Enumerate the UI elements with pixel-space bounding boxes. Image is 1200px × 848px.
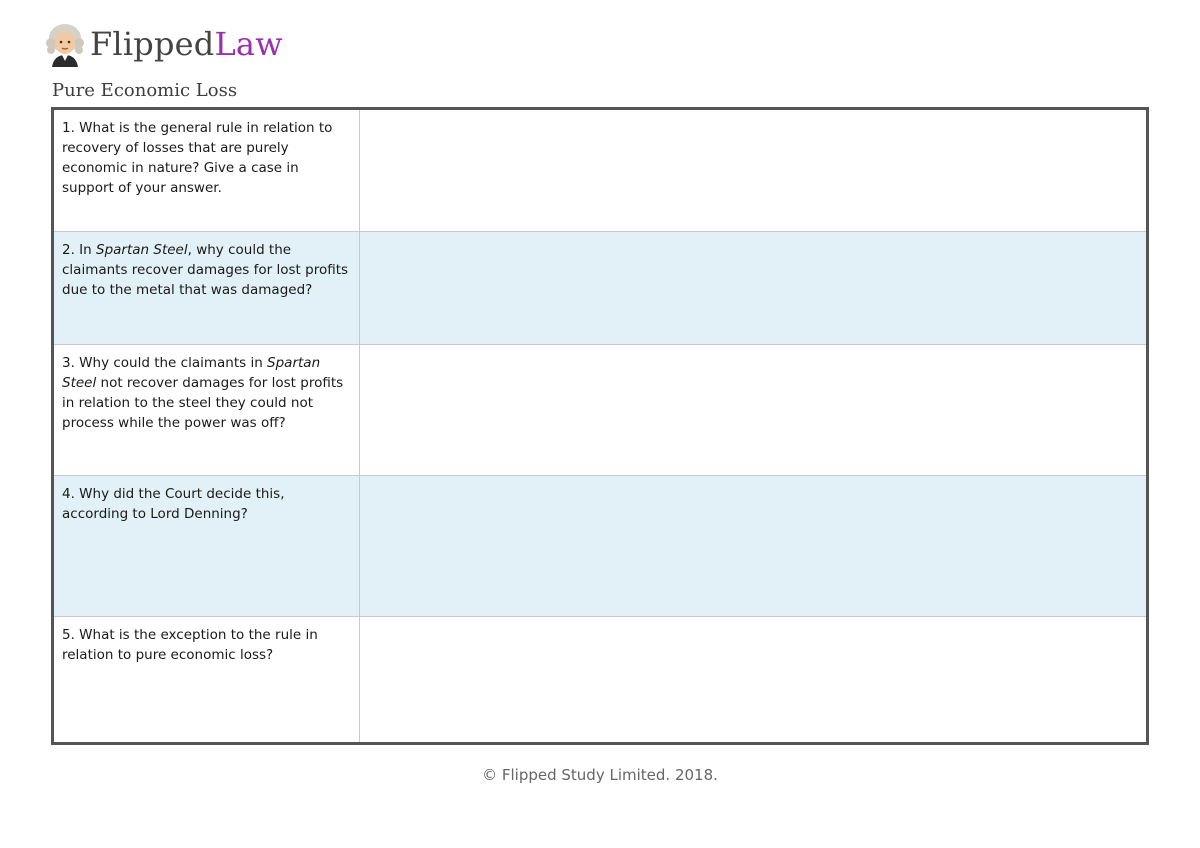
question-row-2 <box>53 232 1148 345</box>
question-3-text-end: not recover damages for lost profits in relation to the steel they could not process while the power was off? <box>62 375 344 431</box>
answer-5-field[interactable] <box>360 617 1148 744</box>
answer-1-field[interactable] <box>360 109 1148 232</box>
question-1-text: 1. What is the general rule in relation to recovery of losses that are purely economic in nature? Give a case in support of your answer. <box>62 120 333 196</box>
question-4-text: 4. Why did the Court decide this, according to Lord Denning? <box>62 486 285 522</box>
brand-logo <box>44 18 283 70</box>
question-5 <box>53 617 360 744</box>
question-2-text-end: , why could the claimants recover damages for lost profits due to the metal that was damaged? <box>62 242 349 298</box>
question-5-text: 5. What is the exception to the rule in relation to pure economic loss? <box>62 627 318 663</box>
question-3-text-start: 3. Why could the claimants in <box>62 355 268 371</box>
question-3-case-name: Spartan Steel <box>62 355 321 391</box>
question-row-4 <box>53 476 1148 617</box>
question-row-5 <box>53 617 1148 744</box>
question-row-3 <box>53 345 1148 476</box>
brand-name-flipped: Flipped <box>90 25 215 63</box>
brand-name <box>90 25 283 63</box>
question-1 <box>53 109 360 232</box>
answer-4-field[interactable] <box>360 476 1148 617</box>
answer-3-field[interactable] <box>360 345 1148 476</box>
worksheet-table <box>51 107 1149 745</box>
brand-name-law: Law <box>214 25 283 63</box>
question-2 <box>53 232 360 345</box>
question-2-text-start: 2. In <box>62 242 97 258</box>
question-2-case-name: Spartan Steel <box>96 242 188 258</box>
question-3 <box>53 345 360 476</box>
judge-avatar-icon <box>44 21 86 67</box>
worksheet-title: Pure Economic Loss <box>52 80 238 101</box>
answer-2-field[interactable] <box>360 232 1148 345</box>
footer-copyright: © Flipped Study Limited. 2018. <box>482 766 718 784</box>
question-4 <box>53 476 360 617</box>
question-row-1 <box>53 109 1148 232</box>
